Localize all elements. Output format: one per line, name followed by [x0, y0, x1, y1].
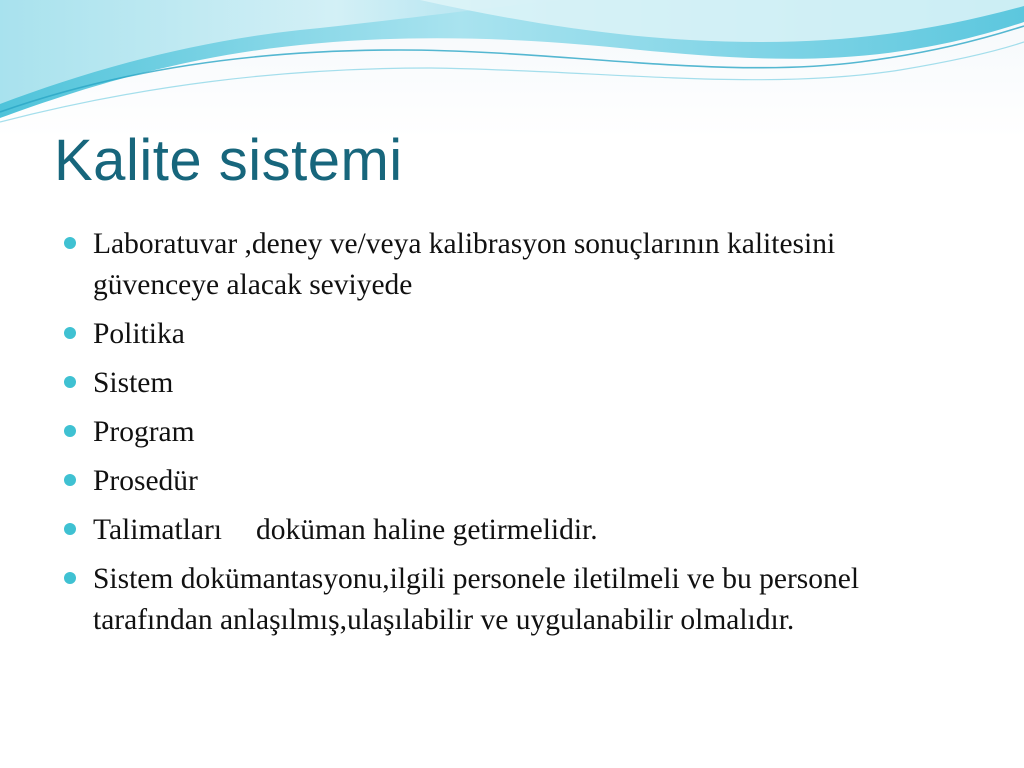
list-item [60, 559, 960, 641]
list-item [60, 224, 960, 306]
bullet-icon [64, 327, 76, 339]
list-item [60, 314, 960, 355]
bullet-icon [64, 523, 76, 535]
bullet-icon [64, 237, 76, 249]
list-item [60, 412, 960, 453]
bullet-text: Sistem dokümantasyonu,ilgili personele iletilmeli ve bu personel tarafından anlaşılmış,ulaşılabilir ve uygulanabilir olmalıdır. [93, 563, 860, 636]
bullet-icon [64, 376, 76, 388]
bullet-text: Prosedür [93, 465, 198, 497]
bullet-icon [64, 572, 76, 584]
bullet-text: Politika [93, 318, 185, 350]
bullet-text: Sistem [93, 367, 174, 399]
bullet-text: Laboratuvar ,deney ve/veya kalibrasyon sonuçlarının kalitesini güvenceye alacak seviyede [93, 228, 836, 301]
bullet-text: Program [93, 416, 195, 448]
slide-title: Kalite sistemi [54, 128, 403, 193]
bullet-text-part1: Talimatları [93, 514, 222, 546]
bullet-icon [64, 425, 76, 437]
bullet-list [60, 224, 960, 649]
list-item [60, 363, 960, 404]
list-item [60, 510, 960, 551]
wave-decoration [0, 0, 1024, 130]
bullet-text-part2: doküman haline getirmelidir. [256, 514, 598, 546]
bullet-icon [64, 474, 76, 486]
list-item [60, 461, 960, 502]
